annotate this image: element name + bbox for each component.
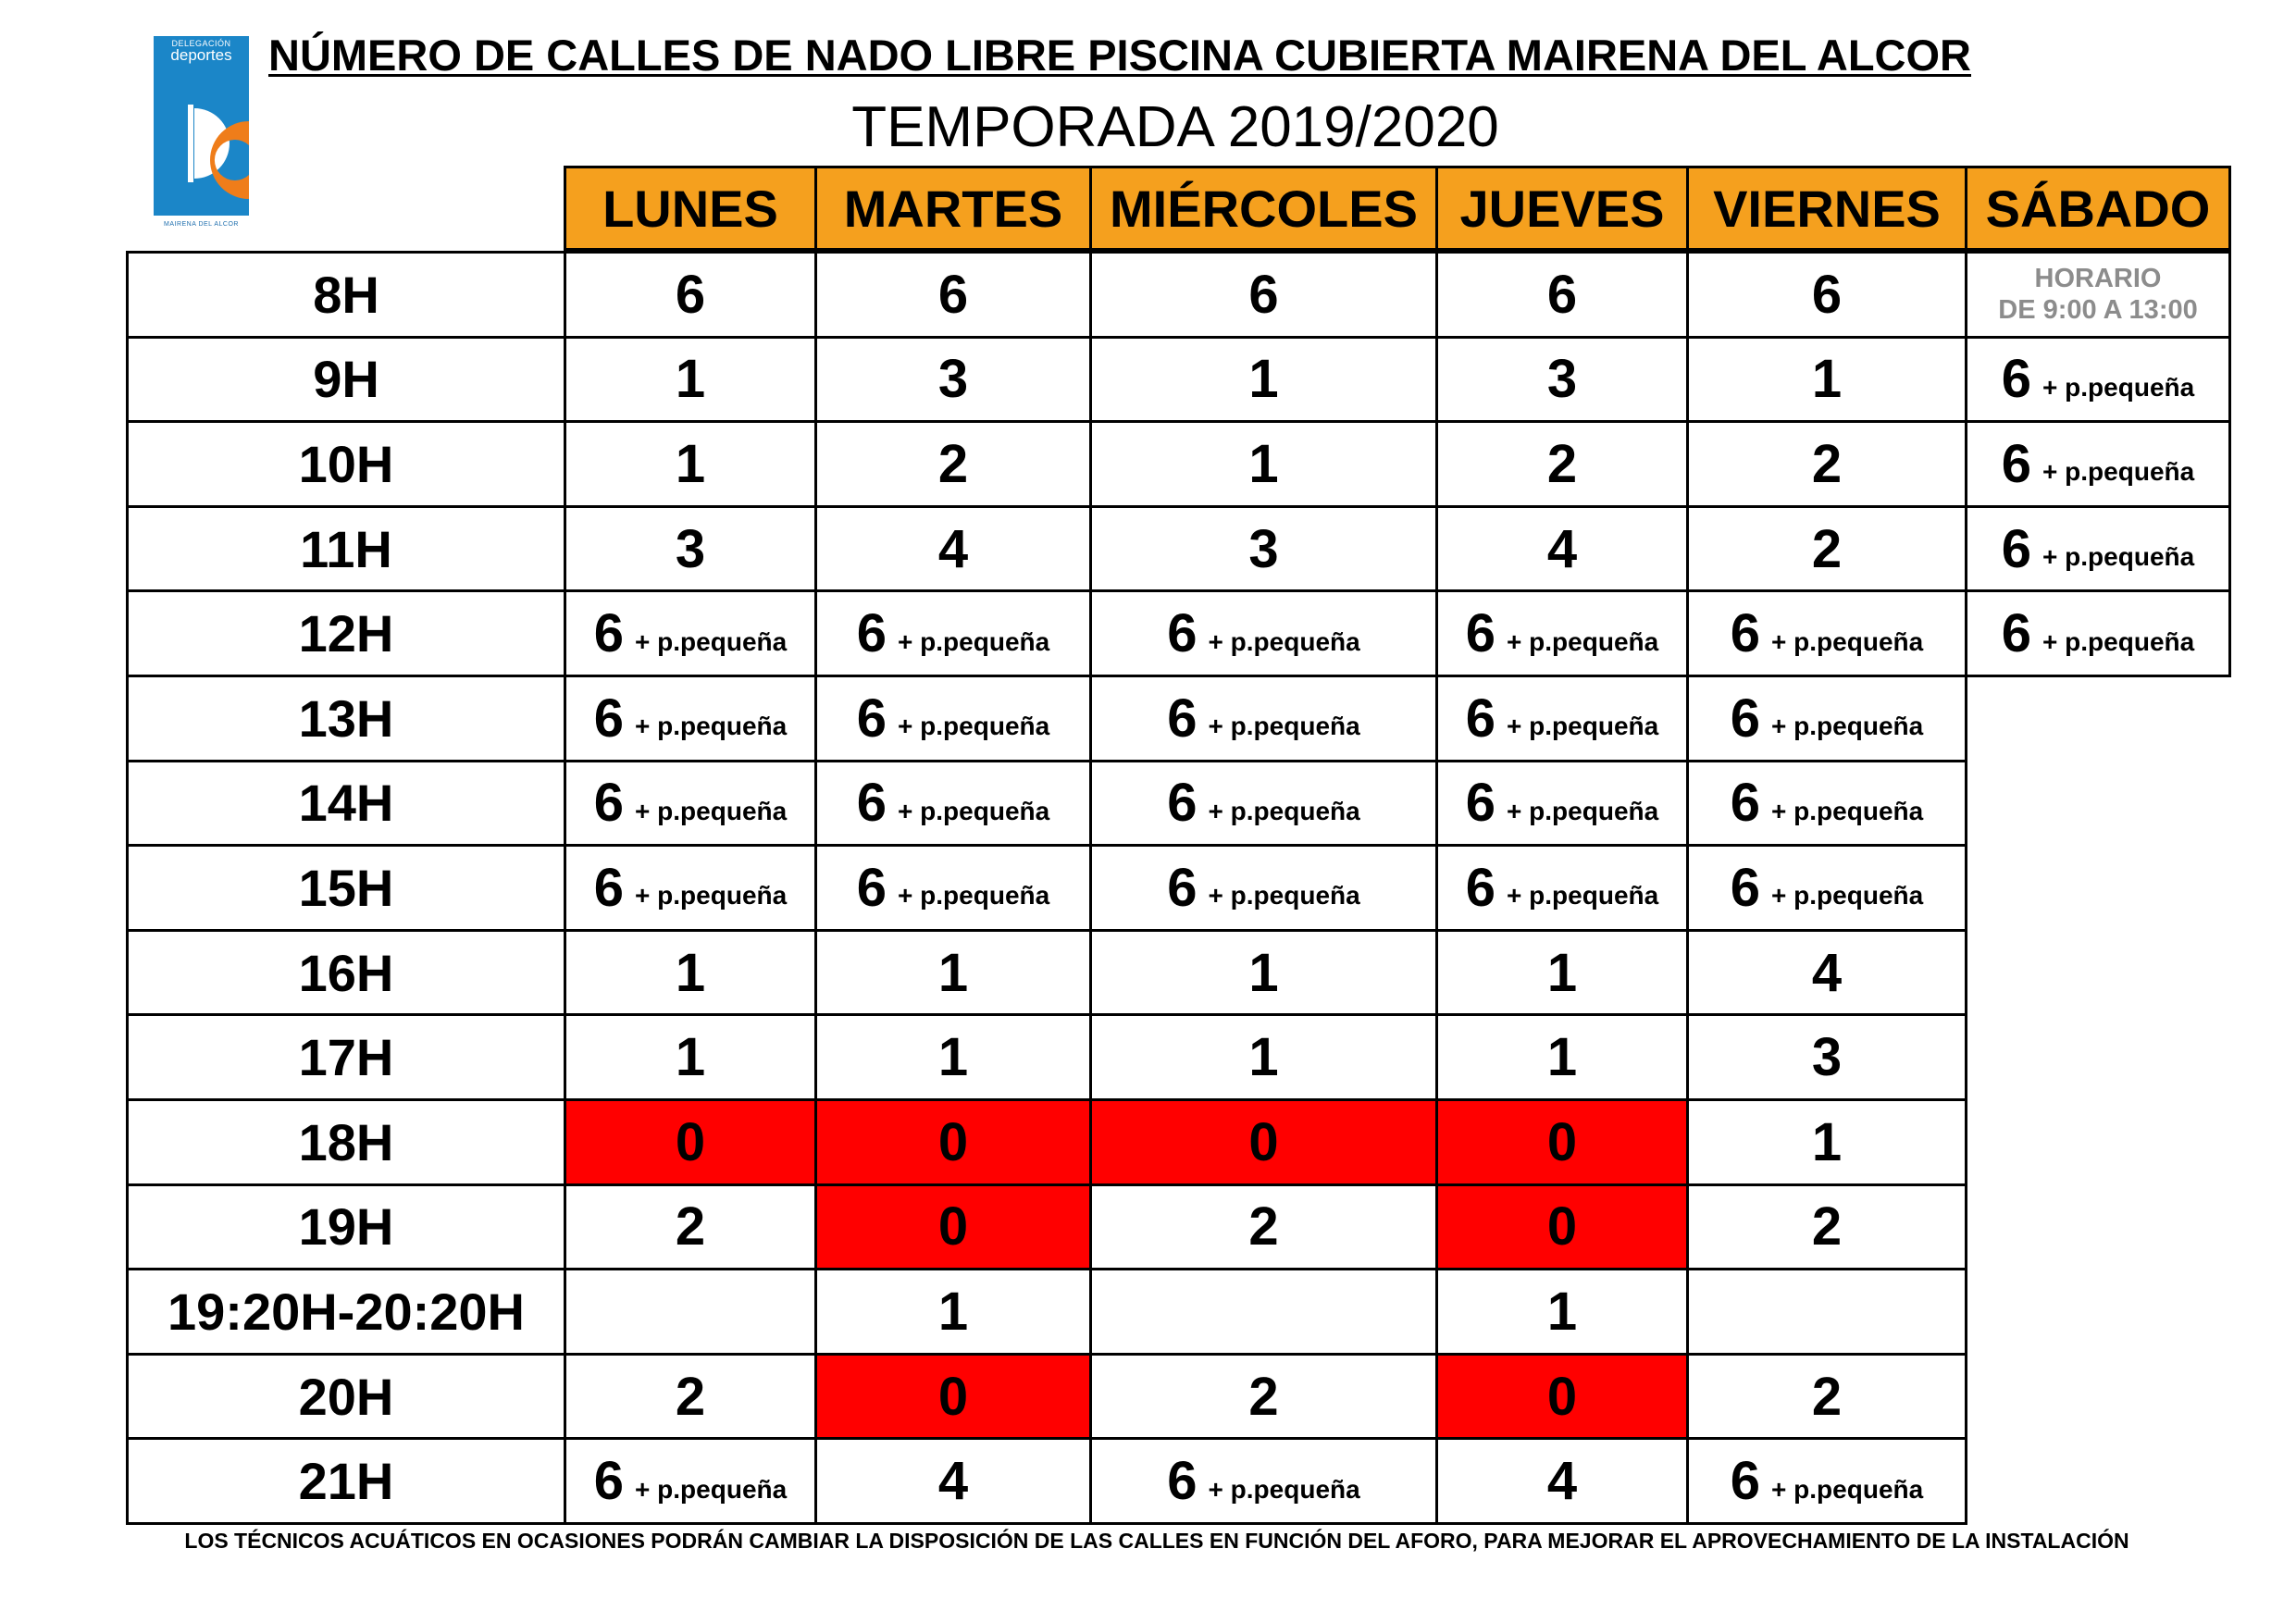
hour-label: 16H: [126, 929, 566, 1017]
small-pool-note: + p.pequeña: [1507, 881, 1659, 911]
lane-cell: 1: [1089, 1013, 1438, 1101]
lane-cell: [814, 675, 1092, 762]
lane-cell: [1686, 1268, 1967, 1356]
small-pool-note: + p.pequeña: [1208, 712, 1360, 741]
lane-cell: 0: [814, 1353, 1092, 1441]
lane-cell: [564, 1437, 817, 1525]
lane-cell: 3: [1435, 336, 1689, 424]
lane-cell: [564, 760, 817, 848]
saturday-lane-cell: [1965, 505, 2231, 593]
hour-label: 15H: [126, 844, 566, 932]
lane-cell: 3: [814, 336, 1092, 424]
lane-count: 6: [1730, 603, 1761, 664]
lane-cell: 0: [1435, 1183, 1689, 1271]
lane-cell: [564, 675, 817, 762]
page-title: NÚMERO DE CALLES DE NADO LIBRE PISCINA CUBIERTA MAIRENA DEL ALCOR: [268, 31, 1971, 80]
hour-label: 19:20H-20:20H: [126, 1268, 566, 1356]
logo-bottom-text: MAIRENA DEL ALCOR: [164, 221, 239, 228]
lane-cell: 1: [1089, 420, 1438, 508]
saturday-hours-line2: DE 9:00 A 13:00: [1998, 295, 2198, 326]
small-pool-note: + p.pequeña: [635, 796, 788, 825]
day-header-5: VIERNES: [1686, 166, 1967, 251]
lane-cell: 1: [1435, 929, 1689, 1017]
lane-cell: 0: [564, 1098, 817, 1186]
lane-count: 6: [1167, 857, 1198, 918]
lane-cell: 1: [564, 336, 817, 424]
lane-count: 6: [1730, 688, 1761, 749]
lane-cell: 2: [1686, 1183, 1967, 1271]
hour-label: 19H: [126, 1183, 566, 1271]
saturday-hours-cell: [1965, 251, 2231, 339]
hour-label: 8H: [126, 251, 566, 339]
lane-cell: 4: [814, 1437, 1092, 1525]
lane-count: 6: [1465, 857, 1496, 918]
small-pool-note: + p.pequeña: [1208, 881, 1360, 911]
saturday-hours-line1: HORARIO: [2034, 264, 2162, 294]
lane-cell: 3: [564, 505, 817, 593]
day-header-1: LUNES: [564, 166, 817, 251]
lane-cell: [1686, 760, 1967, 848]
small-pool-note: + p.pequeña: [2042, 372, 2195, 402]
hour-label: 13H: [126, 675, 566, 762]
lane-cell: [1089, 1437, 1438, 1525]
saturday-lane-cell: [1965, 336, 2231, 424]
small-pool-note: + p.pequeña: [898, 881, 1050, 911]
lane-cell: [1686, 1437, 1967, 1525]
hour-label: 9H: [126, 336, 566, 424]
small-pool-note: + p.pequeña: [1507, 626, 1659, 656]
lane-count: 6: [593, 688, 625, 749]
lane-cell: [1089, 589, 1438, 677]
day-header-3: MIÉRCOLES: [1089, 166, 1438, 251]
lane-cell: [1435, 844, 1689, 932]
hour-label: 17H: [126, 1013, 566, 1101]
lane-cell: [1686, 589, 1967, 677]
hour-label: 14H: [126, 760, 566, 848]
small-pool-note: + p.pequeña: [1771, 626, 1924, 656]
lane-cell: 0: [814, 1098, 1092, 1186]
small-pool-note: + p.pequeña: [1208, 626, 1360, 656]
lane-cell: [1686, 844, 1967, 932]
small-pool-note: + p.pequeña: [1771, 796, 1924, 825]
small-pool-note: + p.pequeña: [1771, 1474, 1924, 1504]
lane-cell: 3: [1686, 1013, 1967, 1101]
lane-cell: 1: [1686, 1098, 1967, 1186]
lane-cell: 1: [1089, 929, 1438, 1017]
saturday-lane-cell: [1965, 589, 2231, 677]
lane-count: 6: [856, 857, 887, 918]
lane-cell: [1686, 675, 1967, 762]
small-pool-note: + p.pequeña: [635, 712, 788, 741]
lane-cell: 1: [564, 929, 817, 1017]
small-pool-note: + p.pequeña: [2042, 457, 2195, 487]
lane-cell: 1: [1686, 336, 1967, 424]
small-pool-note: + p.pequeña: [898, 626, 1050, 656]
lane-cell: 1: [1435, 1268, 1689, 1356]
footer-note: LOS TÉCNICOS ACUÁTICOS EN OCASIONES PODRÁN CAMBIAR LA DISPOSICIÓN DE LAS CALLES EN FUNCIÓN DEL AFORO, PARA MEJORAR EL APROVECHAMIENTO DE LA INSTALACIÓN: [184, 1529, 2129, 1553]
day-header-2: MARTES: [814, 166, 1092, 251]
lane-count: 6: [2001, 349, 2032, 410]
lane-cell: 4: [1435, 505, 1689, 593]
lane-cell: [1089, 844, 1438, 932]
small-pool-note: + p.pequeña: [1507, 712, 1659, 741]
lane-count: 6: [1465, 773, 1496, 834]
lane-cell: 1: [814, 1013, 1092, 1101]
lane-cell: [564, 589, 817, 677]
small-pool-note: + p.pequeña: [2042, 542, 2195, 572]
lane-cell: 1: [814, 929, 1092, 1017]
lane-count: 6: [593, 1451, 625, 1512]
lane-cell: [1435, 675, 1689, 762]
lane-cell: 2: [1089, 1183, 1438, 1271]
small-pool-note: + p.pequeña: [1771, 712, 1924, 741]
lane-cell: 1: [814, 1268, 1092, 1356]
lane-count: 6: [593, 857, 625, 918]
lane-count: 6: [856, 688, 887, 749]
lane-cell: 2: [1686, 1353, 1967, 1441]
lane-cell: 0: [814, 1183, 1092, 1271]
lane-count: 6: [1465, 603, 1496, 664]
lane-cell: [814, 589, 1092, 677]
lane-count: 6: [1167, 688, 1198, 749]
lane-cell: [1089, 675, 1438, 762]
saturday-lane-cell: [1965, 420, 2231, 508]
logo-line2: deportes: [170, 46, 232, 64]
lane-count: 6: [856, 773, 887, 834]
lane-count: 6: [1730, 857, 1761, 918]
lane-count: 6: [2001, 433, 2032, 494]
lane-cell: [1435, 760, 1689, 848]
lane-cell: [1089, 760, 1438, 848]
hour-label: 11H: [126, 505, 566, 593]
small-pool-note: + p.pequeña: [2042, 626, 2195, 656]
small-pool-note: + p.pequeña: [1208, 1474, 1360, 1504]
lane-count: 6: [1167, 1451, 1198, 1512]
lane-cell: 2: [1435, 420, 1689, 508]
lane-cell: 0: [1089, 1098, 1438, 1186]
lane-count: 6: [1167, 603, 1198, 664]
lane-cell: [814, 760, 1092, 848]
hour-label: 21H: [126, 1437, 566, 1525]
lane-count: 6: [856, 603, 887, 664]
lane-count: 6: [1167, 773, 1198, 834]
small-pool-note: + p.pequeña: [1507, 796, 1659, 825]
logo-text: [154, 40, 249, 63]
small-pool-note: + p.pequeña: [1771, 881, 1924, 911]
lane-count: 6: [593, 773, 625, 834]
hour-label: 10H: [126, 420, 566, 508]
small-pool-note: + p.pequeña: [635, 1474, 788, 1504]
lane-cell: [1435, 589, 1689, 677]
lane-cell: 2: [1089, 1353, 1438, 1441]
logo-line1: DELEGACIÓN: [171, 39, 231, 48]
lane-cell: [814, 844, 1092, 932]
small-pool-note: + p.pequeña: [635, 626, 788, 656]
lane-cell: 0: [1435, 1353, 1689, 1441]
day-header-6: SÁBADO: [1965, 166, 2231, 251]
lane-cell: 6: [1435, 251, 1689, 339]
small-pool-note: + p.pequeña: [635, 881, 788, 911]
day-header-4: JUEVES: [1435, 166, 1689, 251]
hour-label: 18H: [126, 1098, 566, 1186]
lane-cell: 4: [814, 505, 1092, 593]
lane-cell: 6: [1686, 251, 1967, 339]
page-subtitle: TEMPORADA 2019/2020: [851, 95, 1499, 159]
lane-cell: 1: [1089, 336, 1438, 424]
small-pool-note: + p.pequeña: [1208, 796, 1360, 825]
lane-cell: 2: [1686, 505, 1967, 593]
lane-count: 6: [1730, 1451, 1761, 1512]
lane-cell: [564, 844, 817, 932]
lane-cell: 6: [814, 251, 1092, 339]
lane-cell: 2: [564, 1183, 817, 1271]
lane-cell: 2: [564, 1353, 817, 1441]
lane-cell: 0: [1435, 1098, 1689, 1186]
logo: [154, 36, 249, 228]
lane-cell: 6: [564, 251, 817, 339]
lane-cell: 4: [1686, 929, 1967, 1017]
lane-cell: 3: [1089, 505, 1438, 593]
lane-count: 6: [1730, 773, 1761, 834]
lane-count: 6: [593, 603, 625, 664]
lane-cell: 4: [1435, 1437, 1689, 1525]
lane-cell: 1: [564, 420, 817, 508]
lane-cell: 2: [814, 420, 1092, 508]
lane-cell: 1: [564, 1013, 817, 1101]
lane-count: 6: [2001, 518, 2032, 579]
lane-cell: 1: [1435, 1013, 1689, 1101]
small-pool-note: + p.pequeña: [898, 712, 1050, 741]
hour-label: 12H: [126, 589, 566, 677]
lane-count: 6: [2001, 603, 2032, 664]
small-pool-note: + p.pequeña: [898, 796, 1050, 825]
lane-cell: 6: [1089, 251, 1438, 339]
lane-count: 6: [1465, 688, 1496, 749]
lane-cell: [1089, 1268, 1438, 1356]
hour-label: 20H: [126, 1353, 566, 1441]
lane-cell: 2: [1686, 420, 1967, 508]
lane-cell: [564, 1268, 817, 1356]
